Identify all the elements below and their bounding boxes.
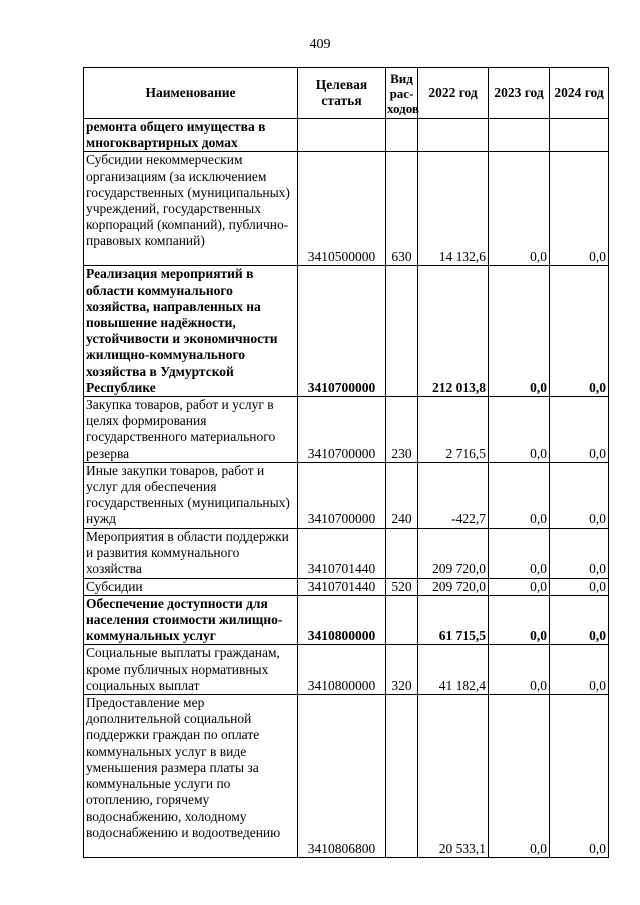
row-value-2023: 0,0 (489, 266, 550, 397)
row-code-cell (298, 119, 386, 152)
row-value-2022: 2 716,5 (418, 397, 489, 463)
row-name-cell: Социальные выплаты гражданам, кроме публичных нормативных социальных выплат (84, 645, 298, 695)
table-header-row (84, 68, 609, 119)
row-code-cell: 3410800000 (298, 595, 386, 645)
header-2023: 2023 год (489, 68, 550, 119)
row-value-2022: -422,7 (418, 462, 489, 528)
table-row (84, 578, 609, 595)
table-row (84, 119, 609, 152)
row-code-cell: 3410806800 (298, 695, 386, 858)
row-value-2023: 0,0 (489, 578, 550, 595)
row-value-2023: 0,0 (489, 462, 550, 528)
row-value-2022: 61 715,5 (418, 595, 489, 645)
row-code-cell: 3410700000 (298, 266, 386, 397)
row-name-cell: Предоставление мер дополнительной социальной поддержки граждан по оплате коммунальных услуг в виде уменьшения размера платы за коммунальные услуги по отоплению, горячему водоснабжению, холодному водоснабжению и водоотведению (84, 695, 298, 858)
row-type-cell: 520 (386, 578, 418, 595)
row-type-cell: 320 (386, 645, 418, 695)
row-name-cell: Обеспечение доступности для населения стоимости жилищно-коммунальных услуг (84, 595, 298, 645)
row-code-cell: 3410700000 (298, 462, 386, 528)
header-2024: 2024 год (550, 68, 609, 119)
row-value-2022 (418, 119, 489, 152)
row-value-2024: 0,0 (550, 266, 609, 397)
header-2022: 2022 год (418, 68, 489, 119)
row-value-2024: 0,0 (550, 462, 609, 528)
table-row (84, 266, 609, 397)
table-row (84, 595, 609, 645)
row-value-2024: 0,0 (550, 645, 609, 695)
row-code-cell: 3410701440 (298, 578, 386, 595)
row-value-2022: 212 013,8 (418, 266, 489, 397)
row-name-cell: Закупка товаров, работ и услуг в целях формирования государственного материального резерва (84, 397, 298, 463)
row-type-cell (386, 595, 418, 645)
row-name-cell: Иные закупки товаров, работ и услуг для обеспечения государственных (муниципальных) нужд (84, 462, 298, 528)
row-value-2024 (550, 119, 609, 152)
header-code: Целевая статья (298, 68, 386, 119)
row-type-cell (386, 695, 418, 858)
header-type: Вид рас-ходов (386, 68, 418, 119)
budget-table (83, 67, 609, 858)
row-value-2023: 0,0 (489, 645, 550, 695)
table-row (84, 152, 609, 266)
header-name: Наименование (84, 68, 298, 119)
row-value-2022: 209 720,0 (418, 528, 489, 578)
row-value-2023: 0,0 (489, 528, 550, 578)
row-value-2022: 209 720,0 (418, 578, 489, 595)
row-type-cell: 630 (386, 152, 418, 266)
row-value-2024: 0,0 (550, 397, 609, 463)
row-name-cell: Субсидии (84, 578, 298, 595)
row-name-cell: Мероприятия в области поддержки и развития коммунального хозяйства (84, 528, 298, 578)
row-value-2024: 0,0 (550, 695, 609, 858)
row-value-2022: 14 132,6 (418, 152, 489, 266)
table-row (84, 645, 609, 695)
row-value-2023 (489, 119, 550, 152)
row-name-cell: Реализация мероприятий в области коммунального хозяйства, направленных на повышение надёжности, устойчивости и экономичности жилищно-коммунального хозяйства в Удмуртской Республике (84, 266, 298, 397)
row-type-cell: 230 (386, 397, 418, 463)
table-row (84, 462, 609, 528)
row-value-2023: 0,0 (489, 695, 550, 858)
row-value-2022: 20 533,1 (418, 695, 489, 858)
table-row (84, 695, 609, 858)
row-value-2023: 0,0 (489, 152, 550, 266)
row-code-cell: 3410700000 (298, 397, 386, 463)
page-number: 409 (309, 37, 331, 52)
row-value-2022: 41 182,4 (418, 645, 489, 695)
row-value-2024: 0,0 (550, 595, 609, 645)
row-type-cell (386, 119, 418, 152)
row-value-2024: 0,0 (550, 578, 609, 595)
table-row (84, 397, 609, 463)
table-row (84, 528, 609, 578)
row-type-cell: 240 (386, 462, 418, 528)
row-value-2023: 0,0 (489, 595, 550, 645)
row-code-cell: 3410701440 (298, 528, 386, 578)
row-value-2024: 0,0 (550, 152, 609, 266)
row-code-cell: 3410800000 (298, 645, 386, 695)
row-name-cell: ремонта общего имущества в многоквартирных домах (84, 119, 298, 152)
row-value-2023: 0,0 (489, 397, 550, 463)
row-type-cell (386, 528, 418, 578)
row-name-cell: Субсидии некоммерческим организациям (за исключением государственных (муниципальных) учреждений, государственных корпораций (компаний), публично-правовых компаний) (84, 152, 298, 266)
row-type-cell (386, 266, 418, 397)
row-value-2024: 0,0 (550, 528, 609, 578)
row-code-cell: 3410500000 (298, 152, 386, 266)
